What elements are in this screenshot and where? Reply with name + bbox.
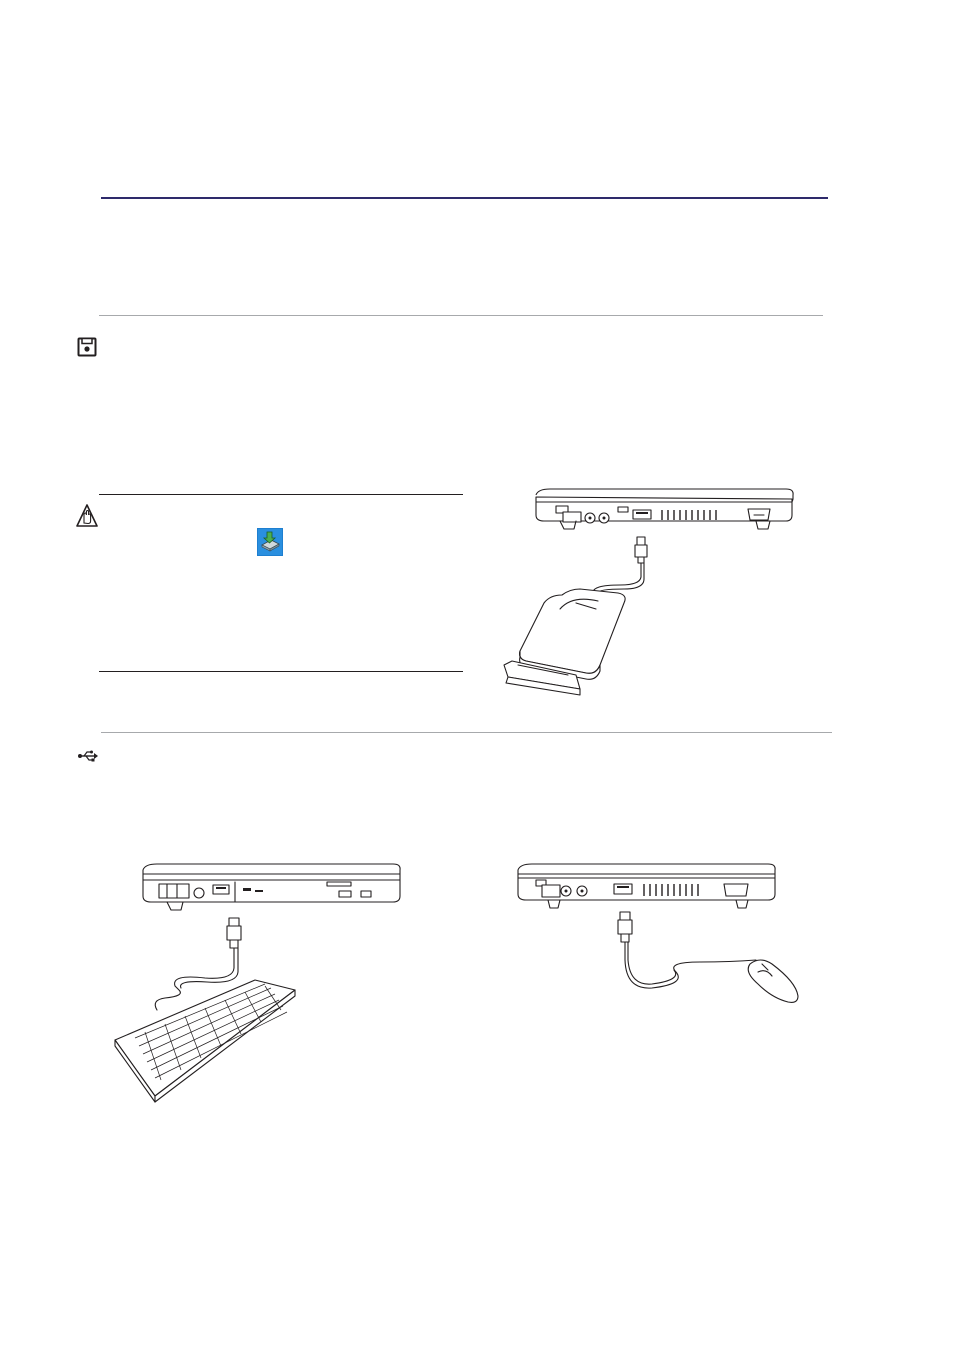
section-divider-bottom — [101, 732, 832, 733]
usb-mouse-illustration — [510, 860, 810, 1010]
header-rule — [101, 197, 828, 199]
usb-floppy-drive-illustration — [500, 485, 800, 710]
usb-icon — [77, 750, 99, 762]
warning-box-bottom-rule — [99, 671, 463, 672]
eject-hardware-tray-icon — [257, 528, 283, 556]
floppy-disk-icon — [77, 337, 97, 357]
warning-box-top-rule — [99, 494, 463, 495]
usb-keyboard-illustration — [105, 860, 405, 1100]
section-divider-top — [99, 315, 823, 316]
warning-hand-icon — [76, 504, 98, 528]
